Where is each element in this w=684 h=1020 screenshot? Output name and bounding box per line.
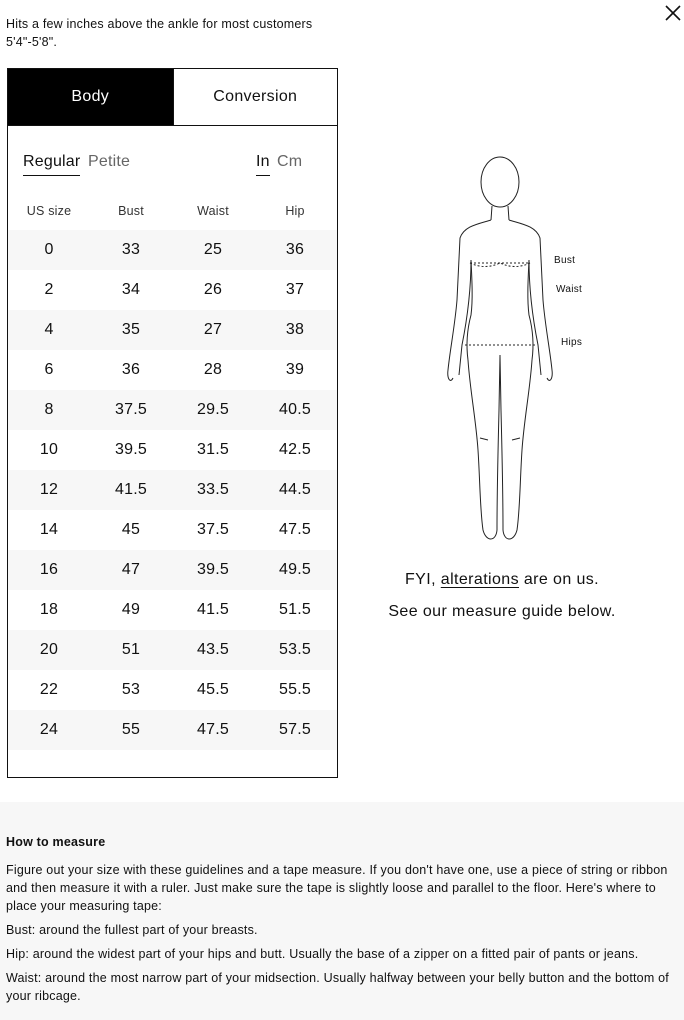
table-cell: 35 (121, 321, 141, 338)
table-row (8, 710, 337, 750)
tab-body[interactable]: Body (8, 69, 173, 125)
table-cell: 37.5 (115, 401, 147, 418)
table-cell: 36 (121, 361, 141, 378)
table-row (8, 470, 337, 510)
tab-conversion[interactable]: Conversion (173, 69, 338, 125)
table-cell: 39 (285, 361, 305, 378)
table-cell: 55.5 (279, 681, 311, 698)
how-to-measure-title: How to measure (6, 835, 106, 849)
header-hip: Hip (285, 204, 305, 218)
unit-toggle-cm[interactable]: Cm (277, 153, 303, 170)
alterations-link[interactable]: alterations (440, 571, 519, 588)
table-cell: 38 (285, 321, 305, 338)
how-to-measure-waist: Waist: around the most narrow part of your midsection. Usually halfway between your belly button and the bottom of your ribcage. (6, 971, 669, 1003)
table-cell: 27 (203, 321, 223, 338)
table-row (8, 270, 337, 310)
fit-note: Hits a few inches above the ankle for most customers 5'4"-5'8". (6, 17, 313, 49)
table-row (8, 350, 337, 390)
table-body (8, 230, 337, 750)
table-cell: 33 (121, 241, 141, 258)
table-cell: 44.5 (279, 481, 311, 498)
figure-label-bust: Bust (554, 255, 576, 266)
table-cell: 47 (121, 561, 141, 578)
table-row (8, 670, 337, 710)
fyi-suffix: are on us. (519, 571, 600, 588)
table-cell: 34 (121, 281, 141, 298)
figure-label-hips: Hips (561, 337, 583, 348)
table-cell: 29.5 (197, 401, 229, 418)
measure-guide-note: See our measure guide below. (388, 603, 616, 620)
body-figure (440, 150, 600, 545)
table-cell: 6 (44, 361, 54, 378)
table-cell: 57.5 (279, 721, 311, 738)
table-cell: 25 (203, 241, 223, 258)
table-cell: 16 (39, 561, 59, 578)
table-cell: 2 (44, 281, 54, 298)
table-row (8, 230, 337, 270)
table-cell: 28 (203, 361, 223, 378)
table-row (8, 630, 337, 670)
chart-toggles (8, 126, 337, 190)
table-cell: 40.5 (279, 401, 311, 418)
table-cell: 31.5 (197, 441, 229, 458)
table-cell: 14 (39, 521, 59, 538)
table-cell: 8 (44, 401, 54, 418)
table-cell: 43.5 (197, 641, 229, 658)
table-cell: 24 (39, 721, 59, 738)
table-cell: 53.5 (279, 641, 311, 658)
how-to-measure-section (0, 802, 684, 1020)
table-cell: 51 (121, 641, 141, 658)
table-cell: 49.5 (279, 561, 311, 578)
table-cell: 47.5 (197, 721, 229, 738)
how-to-measure-hip: Hip: around the widest part of your hips and butt. Usually the base of a zipper on a fitted pair of pants or jeans. (6, 947, 639, 961)
how-to-measure-bust: Bust: around the fullest part of your breasts. (6, 923, 258, 937)
table-cell: 47.5 (279, 521, 311, 538)
figure-label-waist: Waist (556, 284, 583, 295)
table-row (8, 510, 337, 550)
table-cell: 51.5 (279, 601, 311, 618)
close-icon (662, 2, 684, 24)
table-cell: 37 (285, 281, 305, 298)
fyi-prefix: FYI, (404, 571, 441, 588)
table-cell: 12 (39, 481, 59, 498)
table-cell: 45.5 (197, 681, 229, 698)
chart-tabs (8, 69, 337, 126)
table-cell: 18 (39, 601, 59, 618)
table-cell: 55 (121, 721, 141, 738)
table-row (8, 550, 337, 590)
fit-toggle-regular[interactable]: Regular (23, 152, 80, 176)
table-cell: 26 (203, 281, 223, 298)
size-chart (7, 68, 338, 778)
table-cell: 39.5 (115, 441, 147, 458)
table-cell: 22 (39, 681, 59, 698)
table-cell: 4 (44, 321, 54, 338)
table-cell: 36 (285, 241, 305, 258)
table-cell: 42.5 (279, 441, 311, 458)
table-cell: 45 (121, 521, 141, 538)
table-cell: 53 (121, 681, 141, 698)
header-us-size: US size (26, 204, 72, 218)
table-cell: 49 (121, 601, 141, 618)
close-button[interactable] (662, 2, 684, 24)
table-cell: 39.5 (197, 561, 229, 578)
table-cell: 0 (44, 241, 54, 258)
table-cell: 41.5 (197, 601, 229, 618)
fyi-line (338, 571, 666, 589)
table-row (8, 310, 337, 350)
table-cell: 37.5 (197, 521, 229, 538)
how-to-measure-intro: Figure out your size with these guidelines and a tape measure. If you don't have one, use a piece of string or ribbon and then measure it with a ruler. Just make sure the tape is slightly loose and parallel to the floor. Here's where to place your measuring tape: (6, 863, 668, 913)
table-row (8, 590, 337, 630)
fit-toggle-petite[interactable]: Petite (88, 153, 131, 170)
table-cell: 33.5 (197, 481, 229, 498)
table-row (8, 390, 337, 430)
header-bust: Bust (118, 204, 144, 218)
unit-toggle-in[interactable]: In (256, 152, 270, 176)
header-waist: Waist (197, 204, 229, 218)
table-cell: 20 (39, 641, 59, 658)
table-cell: 41.5 (115, 481, 147, 498)
table-header (8, 190, 337, 228)
table-row (8, 430, 337, 470)
table-cell: 10 (39, 441, 59, 458)
